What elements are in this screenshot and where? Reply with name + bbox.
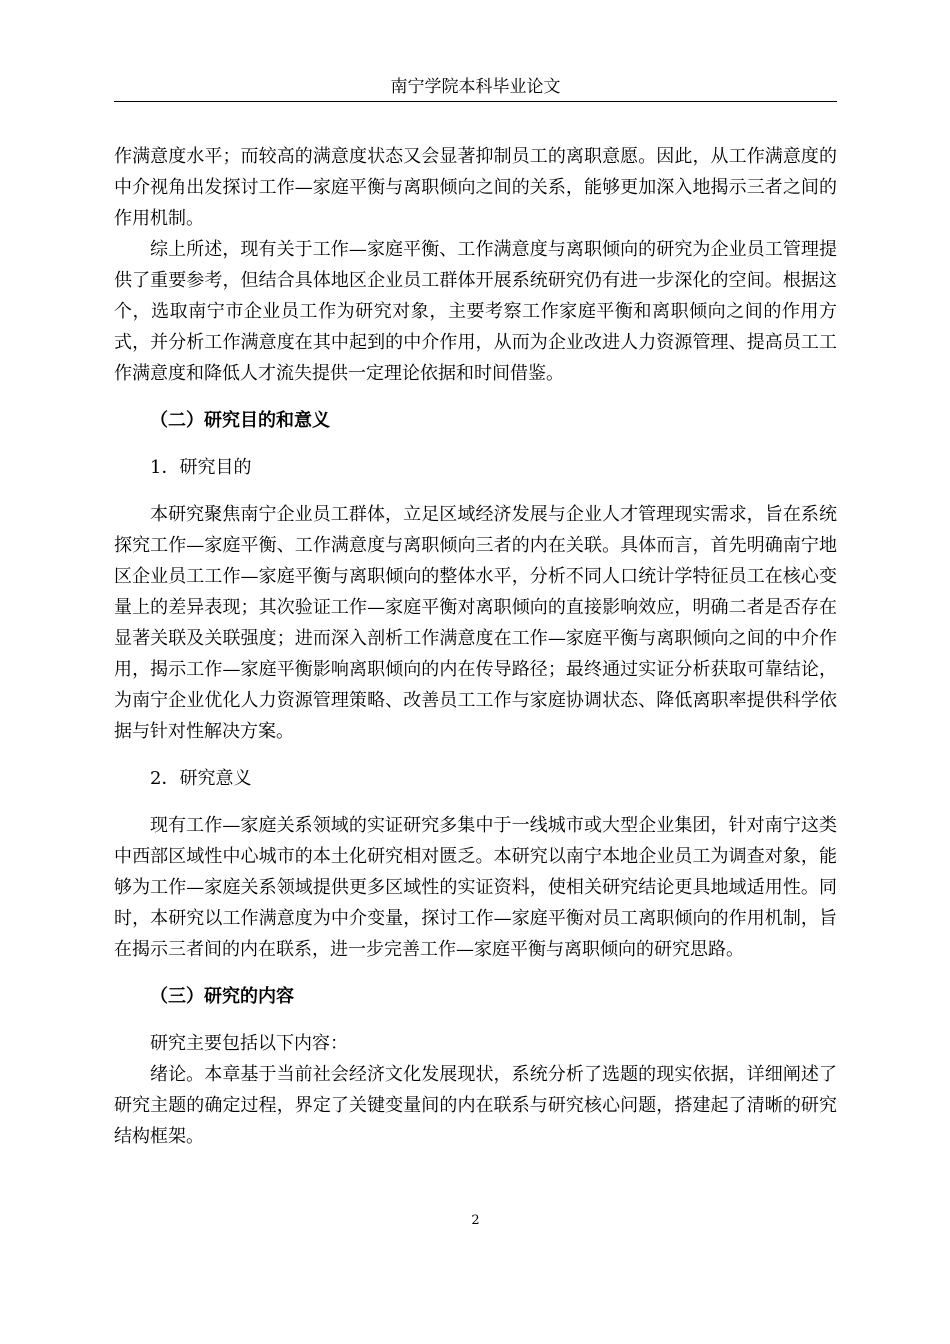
- section-heading-research-content: （三）研究的内容: [150, 986, 294, 1007]
- section-heading-purpose-significance: （二）研究目的和意义: [150, 410, 330, 431]
- subheading-research-significance: 2．研究意义: [150, 768, 252, 789]
- paragraph-content-intro: 研究主要包括以下内容：: [150, 1033, 348, 1054]
- document-body: [114, 141, 837, 1152]
- paragraph-summary: 综上所述，现有关于工作—家庭平衡、工作满意度与离职倾向的研究为企业员工管理提供了重要参考，但结合具体地区企业员工群体开展系统研究仍有进一步深化的空间。根据这个，选取南宁市企业员工作为研究对象，主要考察工作家庭平衡和离职倾向之间的作用方式，并分析工作满意度在其中起到的中介作用，从而为企业改进人力资源管理、提高员工工作满意度和降低人才流失提供一定理论依据和时间借鉴。: [114, 239, 837, 384]
- subheading-research-purpose: 1．研究目的: [150, 457, 252, 478]
- running-header: 南宁学院本科毕业论文: [390, 77, 561, 97]
- paragraph-introduction-chapter: 绪论。本章基于当前社会经济文化发展现状，系统分析了选题的现实依据，详细阐述了研究主题的确定过程，界定了关键变量间的内在联系与研究核心问题，搭建起了清晰的研究结构框架。: [114, 1064, 837, 1147]
- paragraph-continued: 作满意度水平；而较高的满意度状态又会显著抑制员工的离职意愿。因此，从工作满意度的中介视角出发探讨工作—家庭平衡与离职倾向之间的关系，能够更加深入地揭示三者之间的作用机制。: [114, 146, 837, 229]
- paragraph-research-significance: 现有工作—家庭关系领域的实证研究多集中于一线城市或大型企业集团，针对南宁这类中西部区域性中心城市的本土化研究相对匮乏。本研究以南宁本地企业员工为调查对象，能够为工作—家庭关系领域提供更多区域性的实证资料，使相关研究结论更具地域适用性。同时，本研究以工作满意度为中介变量，探讨工作—家庭平衡对员工离职倾向的作用机制，旨在揭示三者间的内在联系，进一步完善工作—家庭平衡与离职倾向的研究思路。: [114, 815, 837, 960]
- page-number: 2: [471, 1213, 480, 1228]
- paragraph-research-purpose: 本研究聚焦南宁企业员工群体，立足区域经济发展与企业人才管理现实需求，旨在系统探究工作—家庭平衡、工作满意度与离职倾向三者的内在关联。具体而言，首先明确南宁地区企业员工工作—家庭平衡与离职倾向的整体水平，分析不同人口统计学特征员工在核心变量上的差异表现；其次验证工作—家庭平衡对离职倾向的直接影响效应，明确二者是否存在显著关联及关联强度；进而深入剖析工作满意度在工作—家庭平衡与离职倾向之间的中介作用，揭示工作—家庭平衡影响离职倾向的内在传导路径；最终通过实证分析获取可靠结论，为南宁企业优化人力资源管理策略、改善员工工作与家庭协调状态、降低离职率提供科学依据与针对性解决方案。: [114, 504, 837, 742]
- header-rule: [114, 101, 837, 102]
